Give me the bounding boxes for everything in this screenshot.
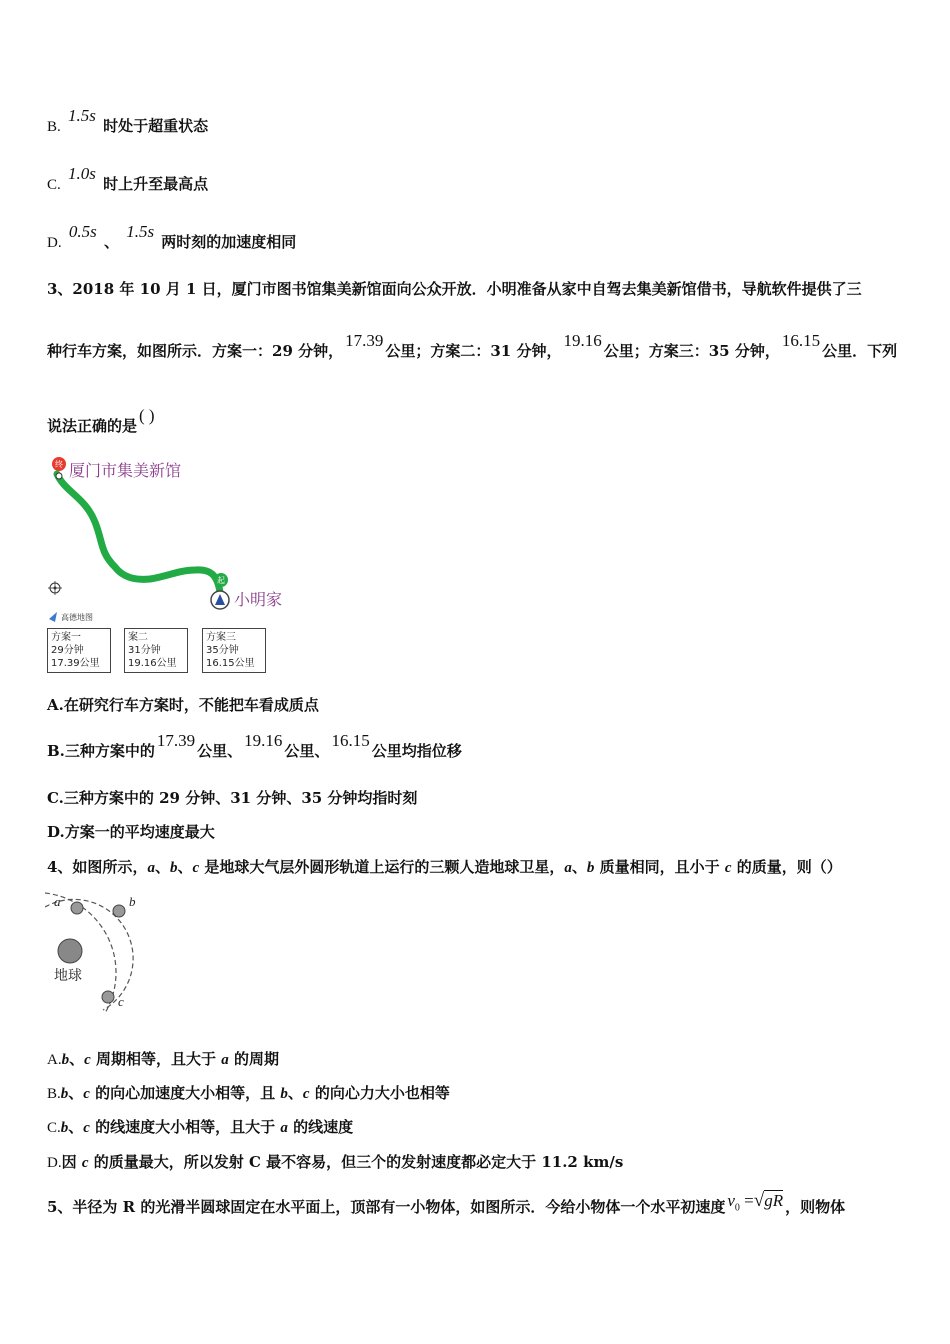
- start-label: 小明家: [234, 590, 283, 609]
- q5-stem: [47, 1190, 846, 1219]
- math-time: 1.0s: [68, 164, 96, 183]
- plan-name: 方案三: [206, 632, 236, 643]
- q4-option-a: [47, 1048, 279, 1069]
- q4-stem: [47, 856, 842, 877]
- text: 周期相等，且大于: [90, 1050, 222, 1068]
- text: 公里、: [284, 742, 330, 760]
- destination-label: 厦门市集美新馆: [69, 461, 182, 480]
- option-label: D.: [47, 235, 62, 251]
- math-distance: 19.16: [244, 731, 283, 750]
- q3-stem-line3: [47, 406, 157, 436]
- var: b: [280, 1086, 288, 1102]
- text: 说法正确的是: [47, 417, 138, 435]
- var: b: [61, 1052, 70, 1068]
- option-label: C.: [47, 1120, 61, 1136]
- math-distance: 17.39: [156, 731, 196, 750]
- text: B.三种方案中的: [47, 742, 155, 760]
- plan-time: 31分钟: [128, 645, 161, 656]
- text: 、: [69, 1050, 85, 1068]
- text: ，则物体: [785, 1198, 846, 1216]
- dest-marker-text: 终: [55, 460, 63, 469]
- var: v: [727, 1191, 735, 1210]
- var: c: [724, 860, 732, 876]
- math-time: 0.5s: [68, 222, 97, 241]
- var: b: [60, 1086, 69, 1102]
- text: 、: [68, 1084, 84, 1102]
- math-distance: 16.15: [331, 731, 370, 750]
- option-text: 时上升至最高点: [103, 175, 209, 193]
- satellite-b-label: b: [129, 894, 136, 909]
- satellite-a-label: a: [54, 894, 61, 909]
- q3-option-b: [47, 731, 462, 761]
- text: 的向心力大小也相等: [309, 1084, 450, 1102]
- subscript: 0: [734, 1202, 740, 1214]
- text: 种行车方案，如图所示．方案一：29 分钟，: [47, 342, 344, 360]
- text: 公里．下列: [822, 342, 898, 360]
- math-distance: 16.15: [781, 331, 821, 350]
- option-label: D.: [47, 1155, 62, 1171]
- text: 的质量，则（）: [731, 858, 842, 876]
- q4-option-b: [47, 1082, 450, 1103]
- plan-name: 案二: [128, 632, 148, 643]
- text: 、: [571, 858, 587, 876]
- text: 4、如图所示，: [47, 858, 148, 876]
- var: a: [147, 860, 155, 876]
- plan-card-2: [124, 628, 188, 673]
- satellite-c-label: c: [118, 994, 124, 1009]
- var: a: [280, 1120, 288, 1136]
- q4-option-c: [47, 1116, 353, 1137]
- var: b: [169, 860, 178, 876]
- amap-logo-icon: [49, 612, 57, 622]
- q3-option-c: C.三种方案中的 29 分钟、31 分钟、35 分钟均指时刻: [47, 789, 418, 807]
- math-time: 1.5s: [68, 106, 96, 125]
- option-label: A.: [47, 1052, 62, 1068]
- text: 是地球大气层外圆形轨道上运行的三颗人造地球卫星，: [199, 858, 565, 876]
- plan-distance: 16.15公里: [206, 658, 255, 669]
- plan-time: 29分钟: [51, 645, 84, 656]
- q3-option-a: A.在研究行车方案时，不能把车看成质点: [47, 696, 319, 714]
- satellite-orbit-figure: [45, 885, 155, 1020]
- q3-stem-line2: [47, 331, 898, 361]
- var: c: [192, 860, 200, 876]
- text: 的线速度: [287, 1118, 354, 1136]
- option-text: 时处于超重状态: [103, 117, 209, 135]
- q3-option-d: D.方案一的平均速度最大: [47, 823, 215, 841]
- text: 公里、: [197, 742, 243, 760]
- text: 因: [61, 1153, 82, 1171]
- q3-stem-line1: 3、2018 年 10 月 1 日，厦门市图书馆集美新馆面向公众开放．小明准备从家中自驾去集美新馆借书，导航软件提供了三: [47, 280, 862, 298]
- satellite-b: [113, 905, 125, 917]
- earth-label: 地球: [54, 968, 82, 984]
- text: 、: [68, 1118, 84, 1136]
- sqrt-icon: √: [753, 1190, 765, 1211]
- satellite-a: [71, 902, 83, 914]
- earth-icon: [58, 939, 82, 963]
- var: a: [564, 860, 572, 876]
- var: b: [586, 860, 595, 876]
- math-time: 1.5s: [126, 222, 155, 241]
- option-text: 两时刻的加速度相同: [161, 233, 297, 251]
- text: 公里；方案三：35 分钟，: [603, 342, 780, 360]
- q4-option-d: [47, 1151, 623, 1172]
- text: 、: [154, 858, 170, 876]
- q2-option-b: [47, 106, 209, 136]
- satellite-c: [102, 991, 114, 1003]
- plan-distance: 19.16公里: [128, 658, 177, 669]
- text: 、: [177, 858, 193, 876]
- text: 公里均指位移: [371, 742, 462, 760]
- plan-distance: 17.39公里: [51, 658, 100, 669]
- plan-card-1: [47, 628, 111, 673]
- text: 、: [287, 1084, 303, 1102]
- text: 的周期: [228, 1050, 279, 1068]
- option-label: C.: [47, 177, 61, 193]
- plan-card-3: [202, 628, 266, 673]
- route-line: [57, 474, 220, 592]
- equals: =: [744, 1191, 754, 1210]
- var: c: [83, 1086, 90, 1102]
- locate-icon: [48, 581, 62, 595]
- text: 的质量最大，所以发射 C 最不容易，但三个的发射速度都必定大于 11.2 km/s: [88, 1153, 624, 1171]
- var: c: [83, 1120, 90, 1136]
- math-initial-velocity: [727, 1190, 784, 1214]
- text: 5、半径为 R 的光滑半圆球固定在水平面上，顶部有一小物体，如图所示．今给小物体一个水平初速度: [47, 1198, 726, 1216]
- plan-time: 35分钟: [206, 645, 239, 656]
- q2-option-c: [47, 164, 209, 194]
- separator: 、: [103, 233, 119, 251]
- map-provider-label: 高德地图: [61, 613, 93, 622]
- start-marker-text: 起: [217, 576, 225, 585]
- option-label: B.: [47, 1086, 61, 1102]
- math-distance: 19.16: [563, 331, 602, 350]
- radicand: gR: [764, 1191, 784, 1210]
- text: 公里；方案二：31 分钟，: [385, 342, 562, 360]
- text: 的向心加速度大小相等，且: [89, 1084, 281, 1102]
- var: c: [81, 1155, 89, 1171]
- text: 的线速度大小相等，且大于: [89, 1118, 281, 1136]
- text: 质量相同，且小于: [594, 858, 725, 876]
- var: a: [221, 1052, 229, 1068]
- option-label: B.: [47, 119, 61, 135]
- var: c: [84, 1052, 91, 1068]
- var: c: [302, 1086, 310, 1102]
- q2-option-d: [47, 222, 297, 252]
- plan-name: 方案一: [51, 632, 81, 643]
- answer-paren: ( ): [139, 406, 155, 425]
- math-distance: 17.39: [345, 331, 384, 350]
- var: b: [60, 1120, 69, 1136]
